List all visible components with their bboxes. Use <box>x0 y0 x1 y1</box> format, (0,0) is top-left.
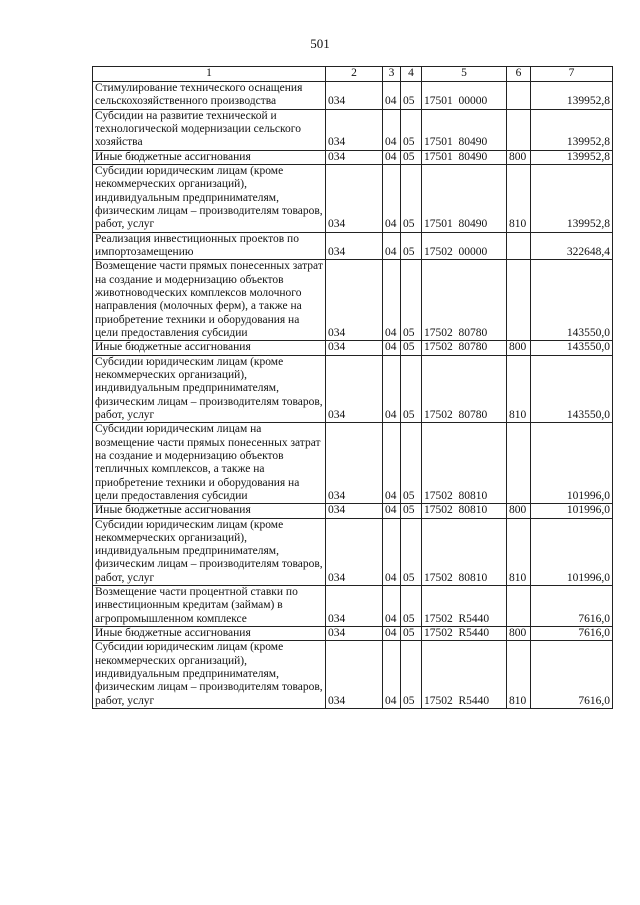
row-target-cell: 17501 80490 <box>422 164 507 232</box>
column-header: 7 <box>531 67 613 82</box>
row-kind-cell <box>507 423 531 504</box>
row-target-cell: 17502 R5440 <box>422 627 507 641</box>
row-kind-cell <box>507 232 531 260</box>
row-name-cell: Иные бюджетные ассигнования <box>93 341 326 355</box>
row-amount-cell: 7616,0 <box>531 586 613 627</box>
row-kind-cell: 800 <box>507 150 531 164</box>
row-target-cell: 17501 00000 <box>422 82 507 110</box>
table-row <box>93 82 613 110</box>
row-code-cell: 034 <box>326 627 383 641</box>
row-amount-cell: 101996,0 <box>531 518 613 586</box>
row-name-cell: Иные бюджетные ассигнования <box>93 150 326 164</box>
row-name-cell: Субсидии юридическим лицам (кроме некоммерческих организаций), индивидуальным предпринимателям, физическим лицам – производителям товаров, работ, услуг <box>93 164 326 232</box>
table-row <box>93 260 613 341</box>
row-code-cell: 034 <box>326 109 383 150</box>
column-header: 6 <box>507 67 531 82</box>
row-section-cell: 04 <box>383 627 401 641</box>
row-subsection-cell: 05 <box>401 150 422 164</box>
row-amount-cell: 7616,0 <box>531 641 613 709</box>
row-name-cell: Субсидии юридическим лицам (кроме некоммерческих организаций), индивидуальным предпринимателям, физическим лицам – производителям товаров, работ, услуг <box>93 355 326 423</box>
row-section-cell: 04 <box>383 355 401 423</box>
row-kind-cell: 800 <box>507 627 531 641</box>
row-target-cell: 17502 R5440 <box>422 586 507 627</box>
row-subsection-cell: 05 <box>401 627 422 641</box>
row-section-cell: 04 <box>383 586 401 627</box>
row-code-cell: 034 <box>326 232 383 260</box>
row-amount-cell: 101996,0 <box>531 504 613 518</box>
row-section-cell: 04 <box>383 260 401 341</box>
row-code-cell: 034 <box>326 164 383 232</box>
row-name-cell: Субсидии юридическим лицам (кроме некоммерческих организаций), индивидуальным предпринимателям, физическим лицам – производителям товаров, работ, услуг <box>93 518 326 586</box>
row-target-cell: 17502 00000 <box>422 232 507 260</box>
row-subsection-cell: 05 <box>401 341 422 355</box>
row-code-cell: 034 <box>326 150 383 164</box>
row-target-cell: 17502 80810 <box>422 504 507 518</box>
column-header: 4 <box>401 67 422 82</box>
table-body <box>93 82 613 709</box>
row-target-cell: 17502 R5440 <box>422 641 507 709</box>
row-kind-cell: 810 <box>507 164 531 232</box>
row-target-cell: 17502 80810 <box>422 518 507 586</box>
row-code-cell: 034 <box>326 641 383 709</box>
row-target-cell: 17501 80490 <box>422 150 507 164</box>
column-header: 1 <box>93 67 326 82</box>
table-row <box>93 164 613 232</box>
row-kind-cell: 810 <box>507 641 531 709</box>
row-subsection-cell: 05 <box>401 355 422 423</box>
row-subsection-cell: 05 <box>401 82 422 110</box>
row-amount-cell: 143550,0 <box>531 341 613 355</box>
row-section-cell: 04 <box>383 423 401 504</box>
table-row <box>93 355 613 423</box>
row-kind-cell <box>507 82 531 110</box>
row-kind-cell: 810 <box>507 355 531 423</box>
row-subsection-cell: 05 <box>401 232 422 260</box>
row-name-cell: Субсидии юридическим лицам (кроме некоммерческих организаций), индивидуальным предпринимателям, физическим лицам – производителям товаров, работ, услуг <box>93 641 326 709</box>
row-subsection-cell: 05 <box>401 260 422 341</box>
row-subsection-cell: 05 <box>401 504 422 518</box>
table-row <box>93 341 613 355</box>
row-section-cell: 04 <box>383 504 401 518</box>
row-name-cell: Иные бюджетные ассигнования <box>93 504 326 518</box>
row-code-cell: 034 <box>326 518 383 586</box>
row-name-cell: Стимулирование технического оснащения сельскохозяйственного производства <box>93 82 326 110</box>
row-target-cell: 17502 80810 <box>422 423 507 504</box>
budget-table <box>92 66 613 709</box>
row-name-cell: Возмещение части процентной ставки по инвестиционным кредитам (займам) в агропромышленном комплексе <box>93 586 326 627</box>
row-kind-cell: 800 <box>507 341 531 355</box>
table-row <box>93 150 613 164</box>
table-row <box>93 641 613 709</box>
row-code-cell: 034 <box>326 504 383 518</box>
row-code-cell: 034 <box>326 586 383 627</box>
row-section-cell: 04 <box>383 164 401 232</box>
row-name-cell: Субсидии на развитие технической и технологической модернизации сельского хозяйства <box>93 109 326 150</box>
row-section-cell: 04 <box>383 150 401 164</box>
row-code-cell: 034 <box>326 82 383 110</box>
row-amount-cell: 101996,0 <box>531 423 613 504</box>
row-subsection-cell: 05 <box>401 109 422 150</box>
column-header: 3 <box>383 67 401 82</box>
row-name-cell: Реализация инвестиционных проектов по импортозамещению <box>93 232 326 260</box>
row-subsection-cell: 05 <box>401 641 422 709</box>
column-header: 5 <box>422 67 507 82</box>
table-row <box>93 627 613 641</box>
row-section-cell: 04 <box>383 341 401 355</box>
row-section-cell: 04 <box>383 641 401 709</box>
row-name-cell: Субсидии юридическим лицам на возмещение части прямых понесенных затрат на создание и модернизацию объектов тепличных комплексов, а также на приобретение техники и оборудования на цели предоставления субсидии <box>93 423 326 504</box>
row-section-cell: 04 <box>383 232 401 260</box>
row-section-cell: 04 <box>383 518 401 586</box>
row-code-cell: 034 <box>326 423 383 504</box>
row-section-cell: 04 <box>383 109 401 150</box>
header-row <box>93 67 613 82</box>
table-row <box>93 423 613 504</box>
row-amount-cell: 139952,8 <box>531 164 613 232</box>
row-kind-cell <box>507 109 531 150</box>
row-subsection-cell: 05 <box>401 164 422 232</box>
row-kind-cell <box>507 260 531 341</box>
row-name-cell: Возмещение части прямых понесенных затрат на создание и модернизацию объектов животноводческих комплексов молочного направления (молочных ферм), а также на приобретение техники и оборудования на цели предоставления субсидии <box>93 260 326 341</box>
row-amount-cell: 143550,0 <box>531 355 613 423</box>
row-target-cell: 17501 80490 <box>422 109 507 150</box>
row-kind-cell: 810 <box>507 518 531 586</box>
table-row <box>93 586 613 627</box>
row-amount-cell: 139952,8 <box>531 82 613 110</box>
row-name-cell: Иные бюджетные ассигнования <box>93 627 326 641</box>
row-target-cell: 17502 80780 <box>422 355 507 423</box>
table-row <box>93 232 613 260</box>
row-amount-cell: 143550,0 <box>531 260 613 341</box>
table-row <box>93 504 613 518</box>
row-kind-cell <box>507 586 531 627</box>
row-target-cell: 17502 80780 <box>422 260 507 341</box>
row-subsection-cell: 05 <box>401 518 422 586</box>
row-subsection-cell: 05 <box>401 423 422 504</box>
row-code-cell: 034 <box>326 260 383 341</box>
page-number: 501 <box>310 36 330 51</box>
row-kind-cell: 800 <box>507 504 531 518</box>
table-row <box>93 518 613 586</box>
row-subsection-cell: 05 <box>401 586 422 627</box>
row-amount-cell: 139952,8 <box>531 150 613 164</box>
row-amount-cell: 139952,8 <box>531 109 613 150</box>
row-section-cell: 04 <box>383 82 401 110</box>
row-target-cell: 17502 80780 <box>422 341 507 355</box>
table-row <box>93 109 613 150</box>
row-amount-cell: 7616,0 <box>531 627 613 641</box>
row-code-cell: 034 <box>326 355 383 423</box>
row-code-cell: 034 <box>326 341 383 355</box>
column-header: 2 <box>326 67 383 82</box>
row-amount-cell: 322648,4 <box>531 232 613 260</box>
